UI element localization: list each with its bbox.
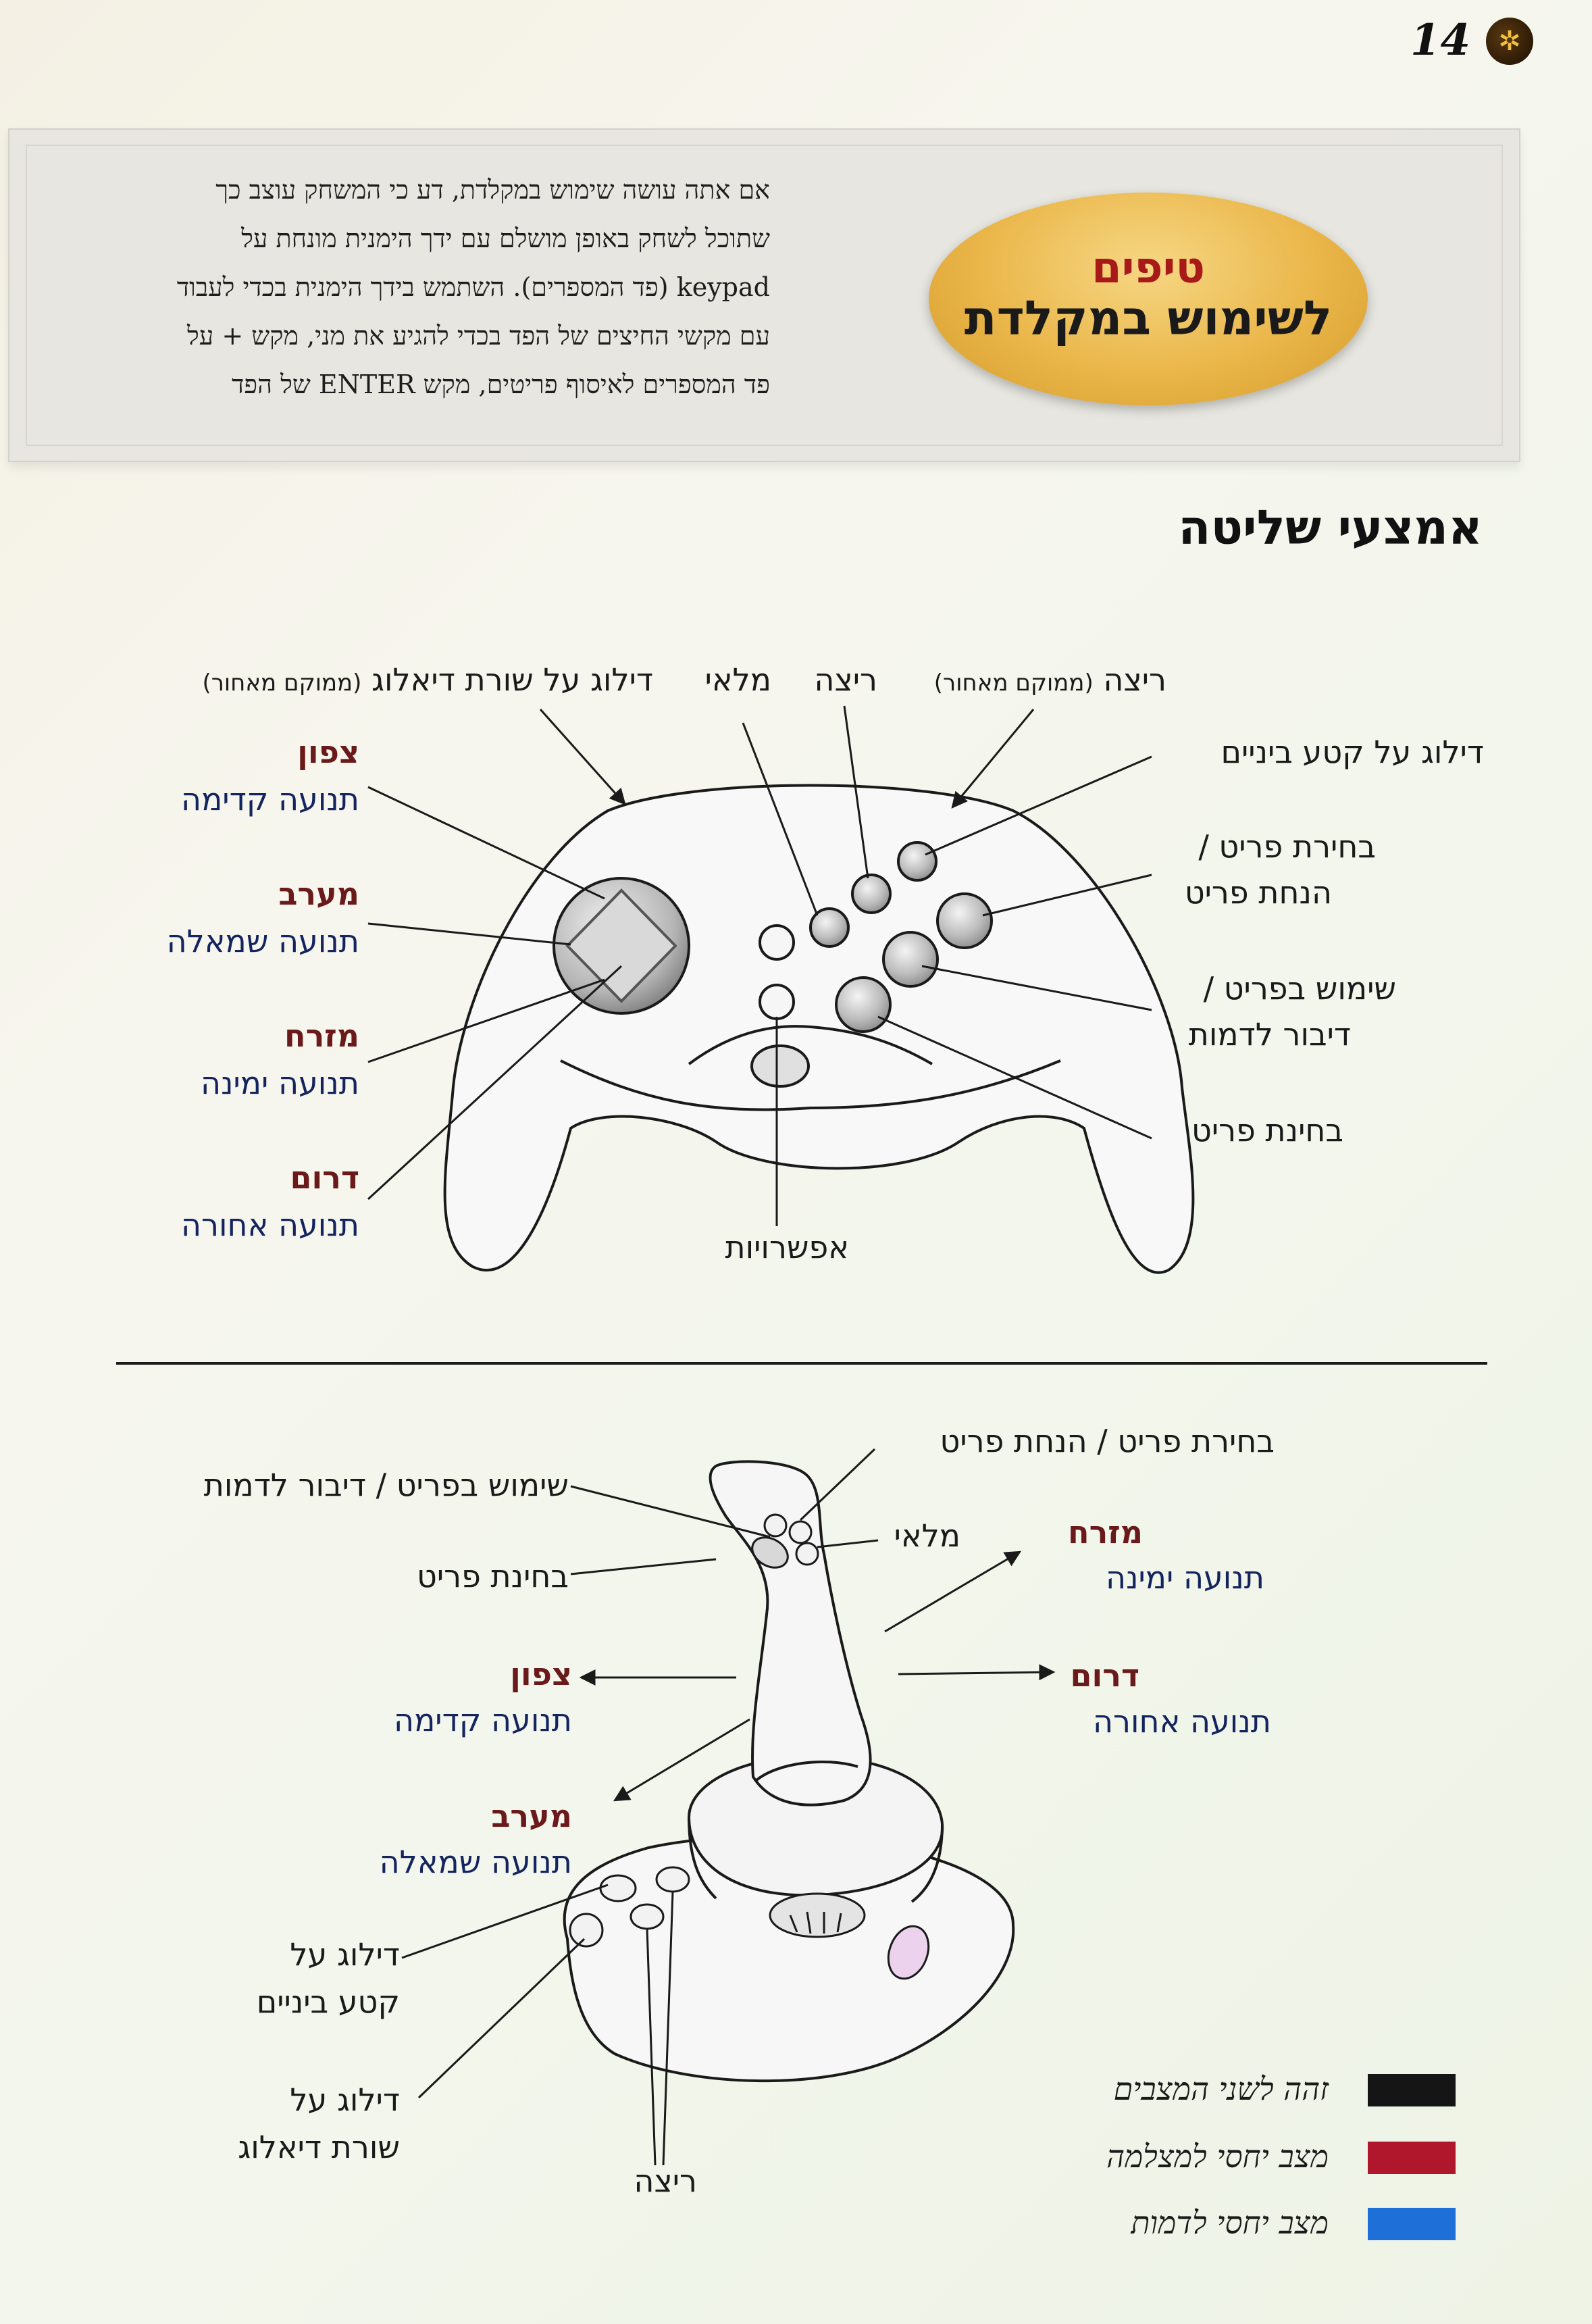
label-select-item-2: הנחת פריט	[1184, 874, 1332, 911]
legend-swatch-character	[1368, 2208, 1456, 2240]
label-full: מלאי	[704, 661, 771, 698]
tips-line: עם מקשי החיצים של הפד בכדי להגיע את מני, מקש + על	[187, 321, 770, 351]
legend-label-both: זהה לשני המצבים	[1113, 2071, 1329, 2107]
label-js-north-move: תנועה קדימה	[394, 1702, 572, 1738]
label-js-run: ריצה	[634, 2163, 697, 2199]
label-options: אפשרויות	[725, 1229, 849, 1265]
label-east-move: תנועה ימינה	[201, 1065, 359, 1101]
label-js-south-move: תנועה אחורה	[1092, 1703, 1271, 1740]
tips-line: אם אתה עושה שימוש במקלדת, דע כי המשחק עוצב כך	[215, 175, 770, 205]
label-north: צפון	[297, 734, 359, 770]
label-js-skip-dialog-2: שורת דיאלוג	[238, 2129, 400, 2165]
label-js-south: דרום	[1070, 1657, 1139, 1694]
page-number: 14	[1410, 15, 1471, 66]
label-west-move: תנועה שמאלה	[166, 923, 359, 959]
label-use-item-1: שימוש בפריט /	[1203, 970, 1396, 1007]
label-use-item-2: דיבור לדמות	[1188, 1016, 1351, 1053]
label-js-west-move: תנועה שמאלה	[379, 1844, 572, 1880]
label-run-back: ריצה (ממוקם מאחור)	[933, 661, 1166, 698]
label-js-examine: בחינת פריט	[416, 1558, 569, 1594]
label-js-west: מערב	[491, 1798, 572, 1834]
legend-label-camera: מצב יחסי למצלמה	[1106, 2138, 1329, 2175]
label-select-item-1: בחירת פריט /	[1198, 828, 1376, 865]
tips-line: שתוכל לשחק באופן מושלם עם ידך הימנית מונחת על	[241, 224, 770, 253]
label-js-select-place: בחירת פריט / הנחת פריט	[940, 1423, 1275, 1459]
label-south: דרום	[290, 1159, 359, 1196]
label-run: ריצה	[814, 661, 877, 698]
label-js-skip-scene-2: קטע ביניים	[256, 1984, 400, 2020]
legend-swatch-both	[1368, 2074, 1456, 2106]
label-js-use-talk: שימוש בפריט / דיבור לדמות	[203, 1467, 569, 1503]
gamepad-illustration	[445, 786, 1193, 1273]
label-examine-item: בחינת פריט	[1191, 1112, 1343, 1148]
page-badge-icon: ✲	[1486, 18, 1533, 65]
label-js-east-move: תנועה ימינה	[1106, 1559, 1264, 1596]
label-north-move: תנועה קדימה	[181, 781, 359, 817]
label-js-skip-dialog-1: דילוג על	[290, 2081, 400, 2118]
label-east: מזרח	[284, 1017, 359, 1054]
label-js-east: מזרח	[1067, 1514, 1143, 1550]
label-west: מערב	[278, 876, 359, 912]
tips-line: פד המספרים לאיסוף פריטים, מקש ENTER של הפד	[232, 370, 770, 399]
label-js-skip-scene-1: דילוג על	[290, 1936, 400, 1973]
label-skip-dialog: דילוג על שורת דיאלוג (ממוקם מאחור)	[202, 661, 653, 698]
label-skip-scene: דילוג על קטע ביניים	[1221, 734, 1484, 770]
label-js-full: מלאי	[894, 1517, 960, 1554]
label-js-north: צפון	[510, 1656, 572, 1692]
label-south-move: תנועה אחורה	[180, 1207, 359, 1243]
section-divider	[116, 1362, 1487, 1365]
tips-title: טיפים	[1092, 243, 1205, 293]
tips-subtitle: לשימוש במקלדת	[964, 290, 1333, 346]
section-title: אמצעי שליטה	[1178, 500, 1483, 555]
legend-swatch-camera	[1368, 2142, 1456, 2174]
legend-label-character: מצב יחסי לדמות	[1131, 2204, 1329, 2241]
tips-line: keypad (פד המספרים). השתמש בידך הימנית בכדי לעבוד	[176, 272, 770, 302]
